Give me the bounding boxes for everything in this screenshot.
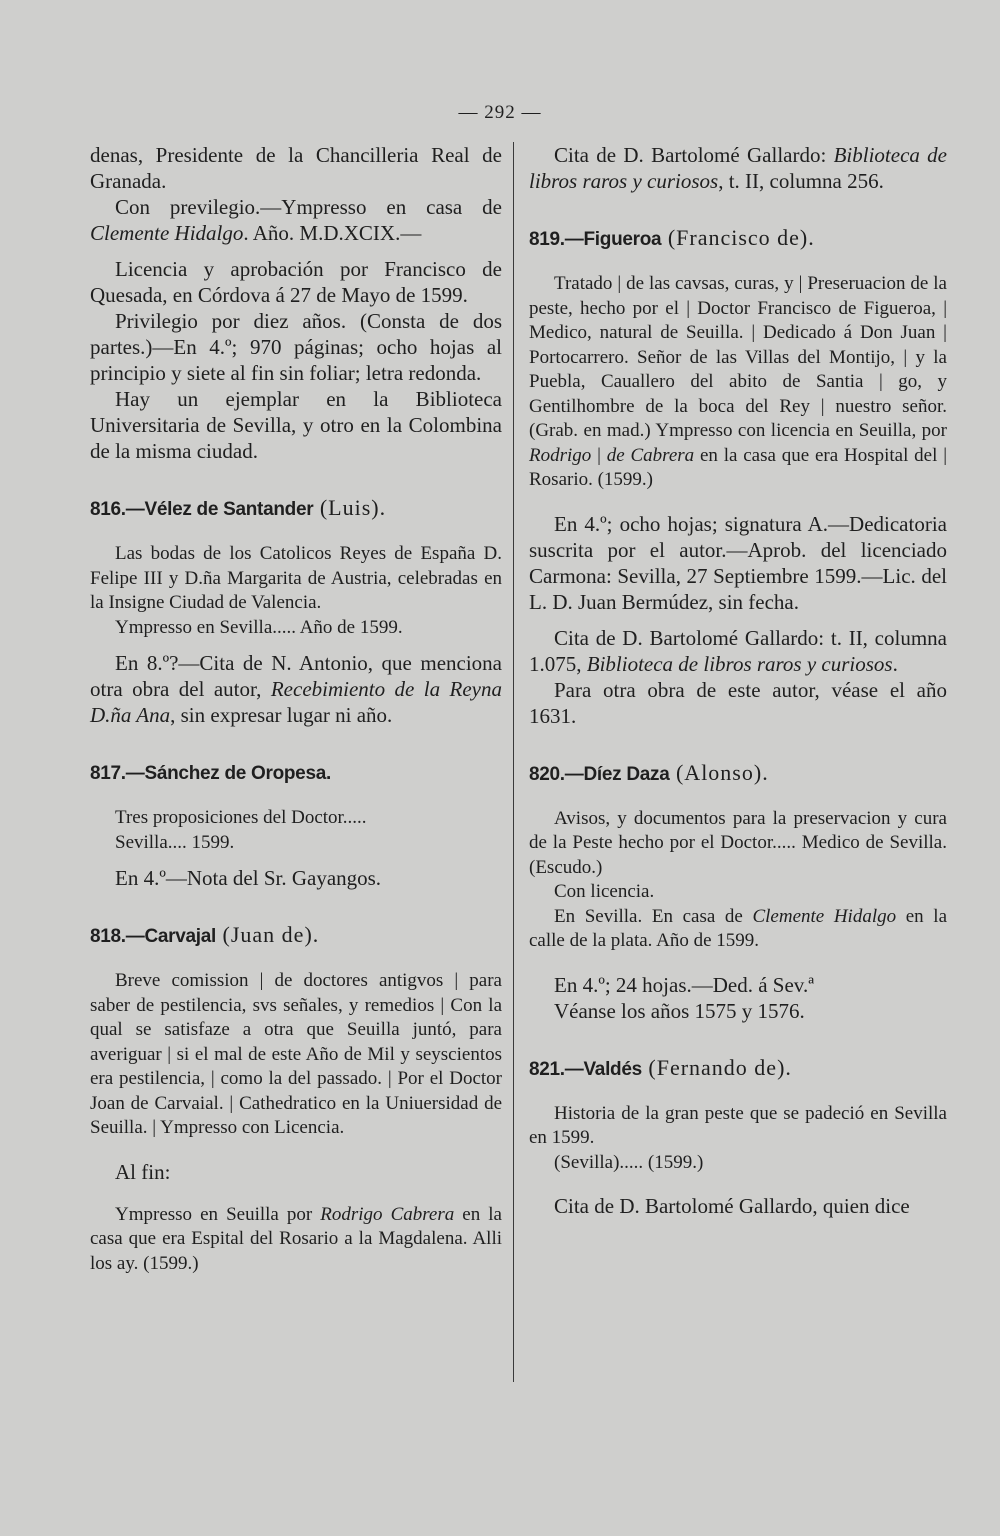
entry-819-title: Tratado | de las cavsas, curas, y | Preseruacion de la peste, hecho por el | Doctor Francisco de Figueroa, | Medico, natural de Seuilla. | Dedicado á Don Juan | Portocarrero. Señor de las Villas del Montijo, | y la Puebla, Cauallero del abito de Santia | go, y Gentilhombre de la boca del Rey | nuestro señor. (Grab. en mad.) Ympresso con licencia en Seuilla, por Rodrigo | de Cabrera en la casa que era Hospital del | Rosario. (1599.)	[529, 273, 947, 490]
right-column	[529, 142, 947, 1219]
entry-820-imprint: En Sevilla. En casa de Clemente Hidalgo en la calle de la plata. Año de 1599.	[529, 905, 948, 951]
entry-817-title: Tres proposiciones del Doctor.....	[115, 807, 367, 828]
entry-818-colophon-label: Al fin:	[115, 1159, 171, 1184]
entry-816-title: Las bodas de los Catolicos Reyes de España D. Felipe III y D.ña Margarita de Austria, celebradas en la Insigne Ciudad de Valencia.	[90, 543, 502, 613]
page-number: — 292 —	[458, 102, 542, 123]
entry-820-description: En 4.º; 24 hojas.—Ded. á Sev.ª	[554, 972, 814, 997]
entry-821-imprint: (Sevilla)..... (1599.)	[554, 1151, 704, 1173]
entry-820-heading: 820.—Díez Daza (Alonso).	[529, 759, 769, 785]
privilege-paragraph: Privilegio por diez años. (Consta de dos partes.)—En 4.º; 970 páginas; ocho hojas al principio y siete al fin sin foliar; letra redonda.	[90, 309, 502, 385]
entry-820-title: Avisos, y documentos para la preservacion y cura de la Peste hecho por el Doctor..... Medico de Sevilla. (Escudo.)	[529, 807, 947, 878]
entry-819-heading: 819.—Figueroa (Francisco de).	[529, 225, 815, 250]
entry-816-heading: 816.—Vélez de Santander (Luis).	[90, 495, 387, 520]
entry-821-heading: 821.—Valdés (Fernando de).	[529, 1054, 792, 1080]
entry-816-note: En 8.º?—Cita de N. Antonio, que menciona otra obra del autor, Recebimiento de la Reyna D.ña Ana, sin expresar lugar ni año.	[90, 651, 502, 727]
entry-819-citation: Cita de D. Bartolomé Gallardo: t. II, columna 1.075, Biblioteca de libros raros y curiosos.	[529, 625, 947, 676]
column-divider	[513, 142, 514, 1382]
entry-817-imprint: Sevilla.... 1599.	[115, 831, 235, 853]
entry-817-heading: 817.—Sánchez de Oropesa.	[90, 763, 331, 784]
entry-820-license: Con licencia.	[554, 881, 655, 902]
license-paragraph: Licencia y aprobación por Francisco de Quesada, en Córdova á 27 de Mayo de 1599.	[90, 257, 502, 307]
entry-819-see-also: Para otra obra de este autor, véase el año 1631.	[529, 677, 947, 728]
left-column	[90, 142, 502, 1276]
entry-818-colophon: Ympresso en Seuilla por Rodrigo Cabrera en la casa que era Espital del Rosario a la Magdalena. Alli los ay. (1599.)	[90, 1203, 502, 1274]
copy-location-paragraph: Hay un ejemplar en la Biblioteca Universitaria de Sevilla, y otro en la Colombina de la misma ciudad.	[90, 387, 502, 463]
entry-819-description: En 4.º; ocho hojas; signatura A.—Dedicatoria suscrita por el autor.—Aprob. del licenciado Carmona: Sevilla, 27 Septiembre 1599.—Lic. del L. D. Juan Bermúdez, sin fecha.	[529, 511, 947, 614]
entry-820-see-also: Véanse los años 1575 y 1576.	[554, 998, 805, 1023]
entry-818-heading: 818.—Carvajal (Juan de).	[90, 922, 320, 947]
entry-816-imprint: Ympresso en Sevilla..... Año de 1599.	[115, 616, 403, 638]
continuation-citation: Cita de D. Bartolomé Gallardo: Biblioteca de libros raros y curiosos, t. II, columna 256.	[529, 143, 947, 193]
entry-817-note: En 4.º—Nota del Sr. Gayangos.	[115, 866, 382, 890]
entry-821-citation: Cita de D. Bartolomé Gallardo, quien dice	[554, 1194, 910, 1218]
continuation-text: denas, Presidente de la Chancilleria Real de Granada. Con previlegio.—Ympresso en casa de Clemente Hidalgo. Año. M.D.XCIX.—	[90, 143, 502, 245]
entry-821-title: Historia de la gran peste que se padeció en Sevilla en 1599.	[529, 1102, 947, 1148]
entry-818-title: Breve comission | de doctores antigvos | para saber de pestilencia, svs señales, y remedios | Con la qual se satisfaze a otra que Seuilla juntó, para averiguar | si el mal de este Año de Mil y seyscientos era pestilencia, | como la del passado. | Por el Doctor Joan de Carvaial. | Cathedratico en la Uniuersidad de Seuilla. | Ympresso con Licencia.	[90, 970, 502, 1138]
